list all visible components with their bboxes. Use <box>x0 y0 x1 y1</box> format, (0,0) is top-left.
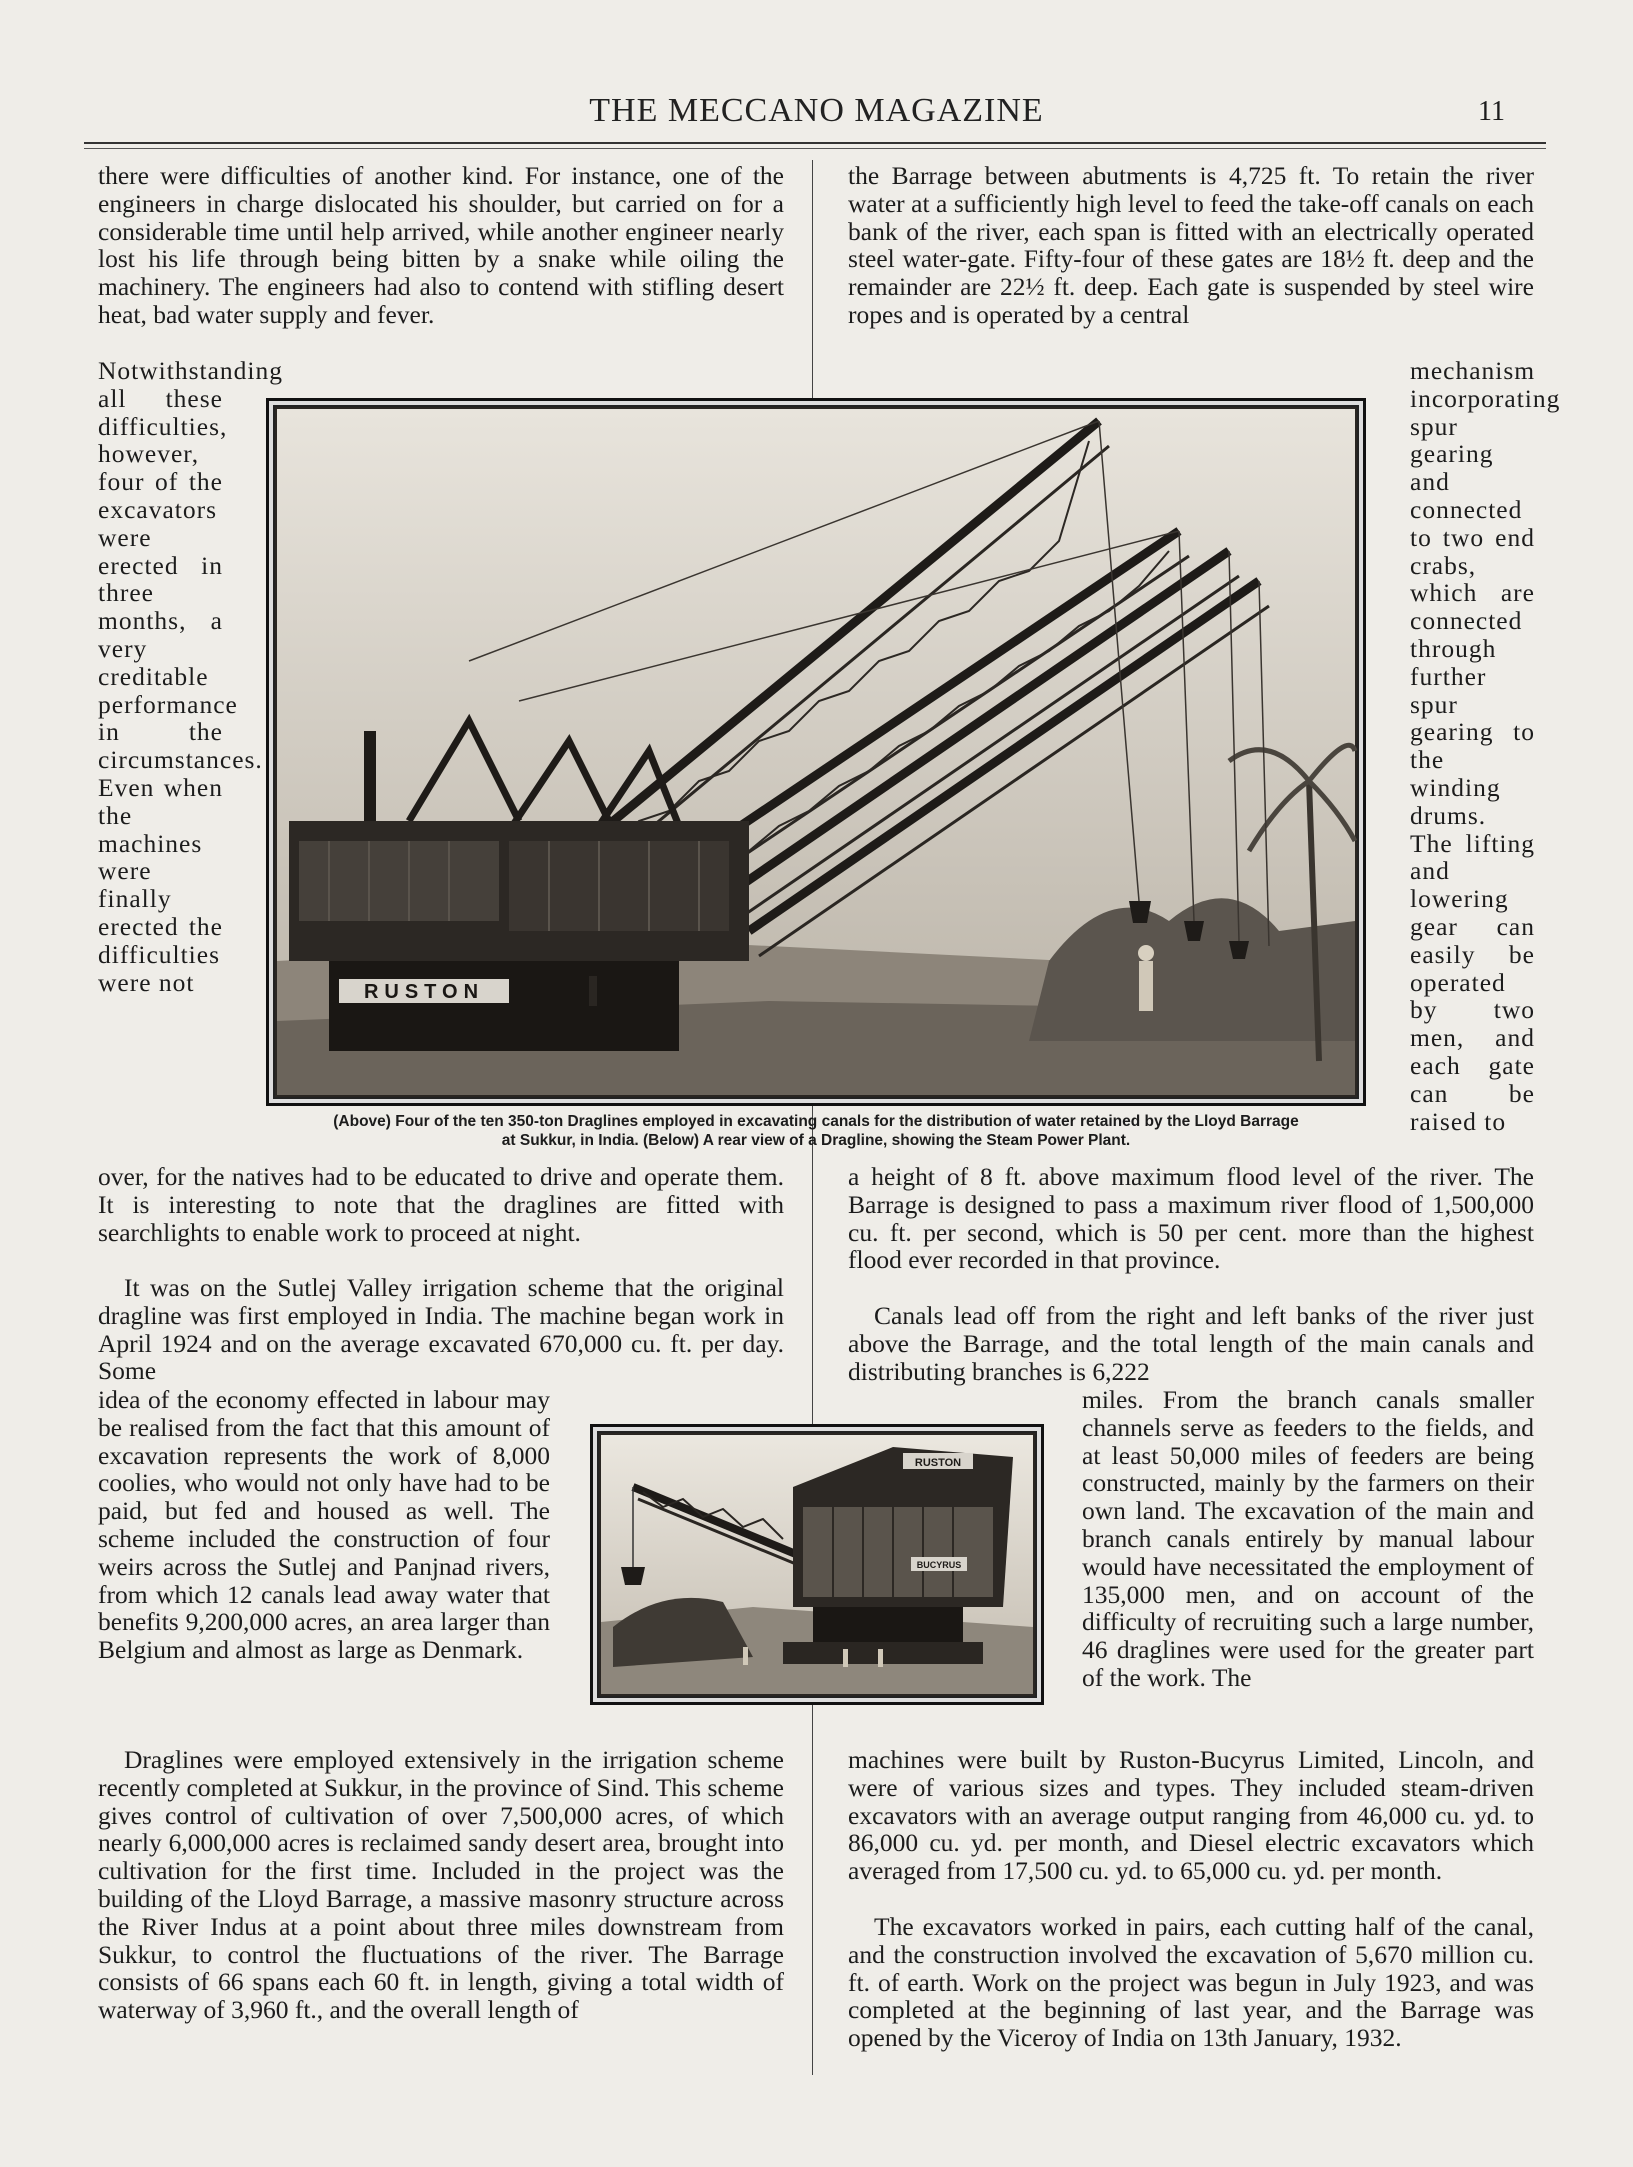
right-paragraph-machines: machines were built by Ruston-Bucyrus Limited, Lincoln, and were of various sizes and types. They included steam-driven excavators with an average output ranging from 46,000 cu. yd. to 86,000 cu. yd. per month, and Diesel electric excavators which averaged from 17,500 cu. yd. to 65,000 cu. yd. per month. <box>848 1745 1534 1886</box>
header-rule-thin <box>84 148 1546 149</box>
ruston-sign-small: RUSTON <box>914 1457 962 1469</box>
draglines-illustration <box>269 401 1363 1103</box>
photo-caption-line-1: (Above) Four of the ten 350-ton Draglines employed in excavating canals for the distribution of water retained by the Lloyd Barrage <box>333 1113 1299 1130</box>
left-paragraph-difficulties: there were difficulties of another kind. For instance, one of the engineers in charge dislocated his shoulder, but carried on for a considerable time until help arrived, while another engineer nearly lost his life through being bitten by a snake while oiling the machinery. The engineers had also to contend with stifling desert heat, bad water supply and fever. <box>98 161 784 329</box>
dragline-rear-illustration <box>593 1427 1041 1702</box>
bucyrus-sign-small: BUCYRUS <box>916 1560 962 1570</box>
right-paragraph-pairs: The excavators worked in pairs, each cutting half of the canal, and the construction involved the excavation of 5,670 million cu. ft. of earth. Work on the project was begun in July 1923, and was completed at the beginning of last year, and the Barrage was opened by the Viceroy of India on 13th January, 1932. <box>848 1912 1534 2053</box>
draglines-photo <box>266 398 1366 1106</box>
ruston-sign: RUSTON <box>363 981 485 1003</box>
right-paragraph-canals: Canals lead off from the right and left banks of the river just above the Barrage, and the total length of the main canals and distributing branches is 6,222 <box>848 1301 1534 1386</box>
photo-caption-line-2: at Sukkur, in India. (Below) A rear view of a Dragline, showing the Steam Power Plant. <box>501 1132 1131 1149</box>
right-narrow-paragraph: mechanism incorporating spur gearing and connected to two end crabs, which are connected through further spur gearing to the winding drums. The lifting and lowering gear can easily be operated by two men, and each gate can be raised to <box>1410 356 1561 1136</box>
header-rule <box>84 142 1546 144</box>
dragline-rear-photo <box>590 1424 1044 1705</box>
right-paragraph-canals-cont: miles. From the branch canals smaller channels serve as feeders to the fields, and at least 50,000 miles of feeders are being constructed, mainly by the farmers on their own land. The excavation of the main and branch canals entirely by manual labour would have necessitated the employment of 135,000 men, and on account of the difficulty of recruiting such a large number, 46 draglines were used for the greater part of the work. The <box>1082 1385 1534 1692</box>
left-narrow-paragraph: Notwithstanding all these difficulties, however, four of the excavators were erected in three months, a very creditable performance in the circumstances. Even when the machines were finally erected the difficulties were not <box>98 356 283 997</box>
left-paragraph-sukkur: Draglines were employed extensively in the irrigation scheme recently completed at Sukkur, in the province of Sind. This scheme gives control of cultivation of over 7,500,000 acres, of which nearly 6,000,000 acres is reclaimed sandy desert area, brought into cultivation for the first time. Included in the project was the building of the Lloyd Barrage, a massive masonry structure across the River Indus at a point about three miles downstream from Sukkur, to control the fluctuations of the river. The Barrage consists of 66 spans each 60 ft. in length, giving a total width of waterway of 3,960 ft., and the overall length of <box>98 1745 784 2025</box>
left-paragraph-natives: over, for the natives had to be educated to drive and operate them. It is interesting to note that the draglines are fitted with searchlights to enable work to proceed at night. <box>98 1162 784 1247</box>
left-paragraph-sutlej: It was on the Sutlej Valley irrigation scheme that the original dragline was first employed in India. The machine began work in April 1924 and on the average excavated 670,000 cu. ft. per day. Some <box>98 1273 784 1386</box>
left-paragraph-sutlej-cont: idea of the economy effected in labour may be realised from the fact that this amount of excavation represents the work of 8,000 coolies, who would not only have had to be paid, but fed and housed as well. The scheme included the construction of four weirs across the Sutlej and Panjnad rivers, from which 12 canals lead away water that benefits 9,200,000 acres, an area larger than Belgium and almost as large as Denmark. <box>98 1385 550 1665</box>
right-paragraph-flood: a height of 8 ft. above maximum flood level of the river. The Barrage is designed to pass a maximum river flood of 1,500,000 cu. ft. per second, which is 50 per cent. more than the highest flood ever recorded in that province. <box>848 1162 1534 1275</box>
magazine-title: THE MECCANO MAGAZINE <box>589 92 1044 129</box>
right-paragraph-barrage: the Barrage between abutments is 4,725 ft. To retain the river water at a sufficiently high level to feed the take-off canals on each bank of the river, each span is fitted with an electrically operated steel water-gate. Fifty-four of these gates are 18½ ft. deep and the remainder are 22½ ft. deep. Each gate is suspended by steel wire ropes and is operated by a central <box>848 161 1534 329</box>
page-number: 11 <box>1478 96 1505 127</box>
